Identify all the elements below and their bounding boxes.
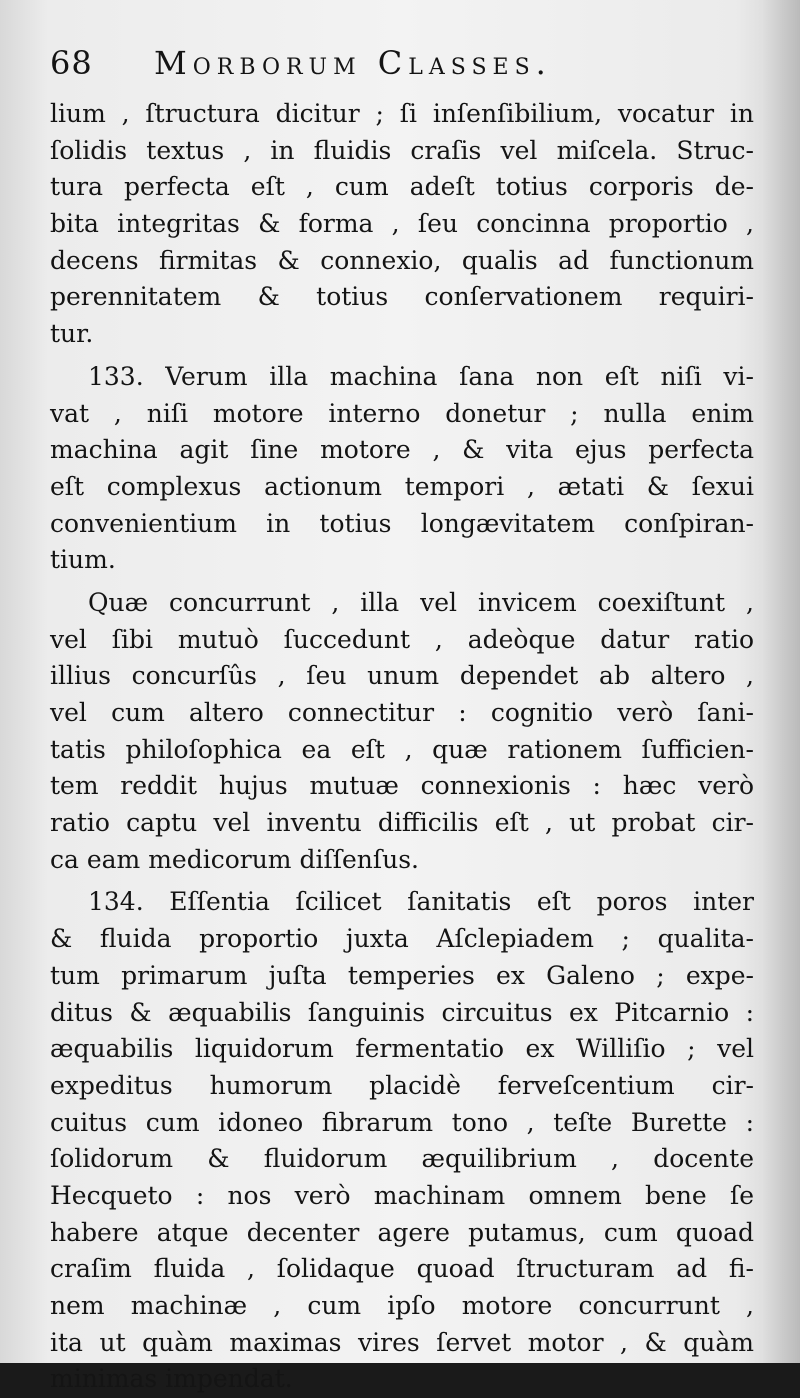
text-line: ditus & æquabilis ſanguinis circuitus ex Pitcarnio : [50, 997, 754, 1027]
text-line: habere atque decenter agere putamus, cum quoad [50, 1217, 754, 1247]
text-line: expeditus humorum placidè ferveſcentium cir- [50, 1070, 754, 1100]
text-line: vat , niſi motore interno donetur ; nulla enim [50, 398, 754, 428]
text-line: vel ſibi mutuò ſuccedunt , adeòque datur ratio [50, 624, 754, 654]
text-line: Quæ concurrunt , illa vel invicem coexiſtunt , [88, 587, 754, 617]
text-line: tum primarum juſta temperies ex Galeno ; expe- [50, 960, 754, 990]
text-line: ratio captu vel inventu difficilis eſt , ut probat cir- [50, 808, 754, 838]
text-line: illius concurſûs , ſeu unum dependet ab altero , [50, 661, 754, 691]
text-line: ca eam medicorum diſſenſus. [50, 844, 419, 874]
text-line: convenientium in totius longævitatem conſpiran- [50, 508, 754, 538]
text-line: bita integritas & forma , ſeu concinna proportio , [50, 209, 754, 239]
text-line: cuitus cum idoneo fibrarum tono , teſte Burette : [50, 1107, 754, 1137]
text-line: tur. [50, 319, 94, 349]
paragraph-continuation [50, 96, 754, 353]
text-line: 133. Verum illa machina ſana non eſt niſi vi- [88, 361, 754, 391]
page-text [50, 44, 754, 1398]
text-line: tium. [50, 545, 116, 575]
text-line: tem reddit hujus mutuæ connexionis : hæc verò [50, 771, 754, 801]
text-line: vel cum altero connectitur : cognitio verò ſani- [50, 698, 754, 727]
text-line: ſolidis textus , in fluidis craſis vel miſcela. Struc- [50, 135, 754, 165]
text-line: tatis philoſophica ea eſt , quæ rationem ſufficien- [50, 734, 754, 764]
text-line: 134. Eſſentia ſcilicet ſanitatis eſt poros inter [88, 887, 754, 917]
page-header [50, 44, 754, 96]
text-line: & fluida proportio juxta Aſclepiadem ; qualita- [50, 924, 754, 954]
text-line: perennitatem & totius conſervationem requiri- [50, 282, 754, 312]
text-line: eſt complexus actionum tempori , ætati & ſexui [50, 471, 754, 501]
running-title: Morborum Classes. [154, 44, 552, 82]
paragraph-134 [50, 884, 754, 1398]
text-line: ita ut quàm maximas vires ſervet motor , & quàm [50, 1327, 754, 1357]
text-line: æquabilis liquidorum fermentatio ex Williſio ; vel [50, 1034, 754, 1064]
page-number: 68 [50, 44, 93, 82]
text-line: craſim fluida , ſolidaque quoad ſtructuram ad fi- [50, 1254, 754, 1284]
paragraph-133 [50, 359, 754, 579]
text-line: minimas impendat. [50, 1364, 293, 1394]
text-line: tura perfecta eſt , cum adeſt totius corporis de- [50, 172, 754, 202]
text-line: decens firmitas & connexio, qualis ad functionum [50, 245, 754, 275]
text-line: machina agit ſine motore , & vita ejus perfecta [50, 435, 754, 465]
text-line: lium , ſtructura dicitur ; ſi inſenſibilium, vocatur in [50, 99, 754, 128]
text-line: ſolidorum & fluidorum æquilibrium , docente [50, 1144, 754, 1174]
text-line: nem machinæ , cum ipſo motore concurrunt , [50, 1291, 754, 1320]
text-line: Hecqueto : nos verò machinam omnem bene ſe [50, 1180, 754, 1210]
paragraph-quae-concurrunt [50, 585, 754, 879]
